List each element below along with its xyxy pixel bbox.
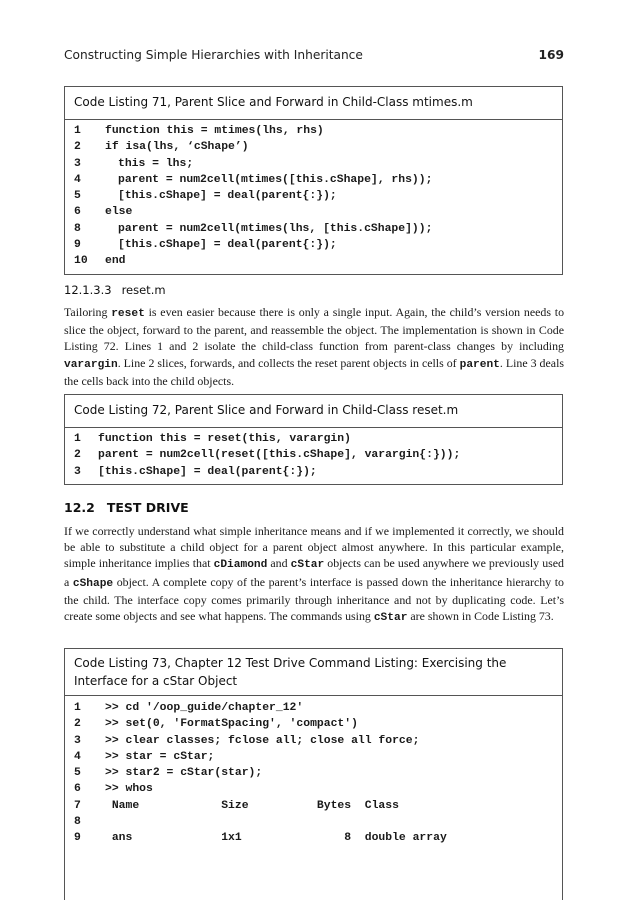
line-number: 1 <box>74 433 81 445</box>
code-text: [this.cShape] = deal(parent{:}); <box>98 465 317 478</box>
inline-code-parent: parent <box>459 358 500 371</box>
code-listing-73-title: Code Listing 73, Chapter 12 Test Drive Command Listing: Exercising the Interface for a cStar Object <box>65 649 562 696</box>
line-number: 3 <box>74 734 81 747</box>
page-number: 169 <box>538 48 564 62</box>
code-text: function this = mtimes(lhs, rhs) <box>105 125 324 137</box>
code-listing-73-body <box>65 696 562 851</box>
code-text: function this = reset(this, varargin) <box>98 433 351 445</box>
line-number: 5 <box>74 767 81 780</box>
code-line <box>65 172 562 188</box>
paragraph-reset: Tailoring reset is even easier because there is only a single input. Again, the child’s version needs to slice the object, forward to the parent, and reassemble the object. The implementation is shown in Code Listing 72. Lines 1 and 2 isolate the child-class function from parent-class changes by including varargin. Line 2 slices, forwards, and collects the reset parent objects in cells of parent. Line 3 deals the cells back into the child objects. <box>64 305 565 388</box>
running-header <box>64 48 564 62</box>
code-text: Name Size Bytes Class <box>105 799 399 812</box>
section-heading <box>64 500 189 515</box>
section-number: 12.2 <box>64 500 95 515</box>
code-line <box>65 253 562 269</box>
line-number: 2 <box>74 141 81 154</box>
code-listing-72-body <box>65 428 562 484</box>
code-line <box>65 447 562 463</box>
line-number: 7 <box>74 799 81 812</box>
line-number: 3 <box>74 465 81 478</box>
inline-code-reset: reset <box>111 308 145 320</box>
code-line <box>65 237 562 253</box>
line-number: 9 <box>74 832 81 845</box>
code-line <box>65 733 562 749</box>
section-title: TEST DRIVE <box>106 500 189 515</box>
line-number: 4 <box>74 750 81 763</box>
code-listing-71-body <box>65 120 562 274</box>
code-text: >> star = cStar; <box>105 750 215 763</box>
code-text: parent = num2cell(reset([this.cShape], varargin{:})); <box>98 449 461 462</box>
code-text: >> set(0, 'FormatSpacing', 'compact') <box>105 718 358 731</box>
inline-code-cdiamond: cDiamond <box>213 559 268 572</box>
subsection-number: 12.1.3.3 <box>64 283 112 297</box>
code-text: end <box>105 255 126 268</box>
inline-code-varargin: varargin <box>64 358 118 371</box>
code-line <box>65 781 562 797</box>
code-text: else <box>105 206 133 219</box>
line-number: 1 <box>74 125 81 137</box>
code-text: [this.cShape] = deal(parent{:}); <box>118 239 337 252</box>
code-line <box>65 716 562 732</box>
line-number: 6 <box>74 783 81 796</box>
code-text: this = lhs; <box>118 157 194 170</box>
line-number: 4 <box>74 173 81 186</box>
code-text: >> cd '/oop_guide/chapter_12' <box>105 702 304 714</box>
line-number: 9 <box>74 239 81 252</box>
code-text: ans 1x1 8 double array <box>105 832 447 845</box>
code-line <box>65 814 562 830</box>
running-header-title: Constructing Simple Hierarchies with Inheritance <box>64 48 363 62</box>
code-line <box>65 139 562 155</box>
code-line <box>65 204 562 220</box>
code-listing-73 <box>64 648 563 900</box>
code-line <box>65 830 562 846</box>
code-listing-71 <box>64 86 563 275</box>
code-text: [this.cShape] = deal(parent{:}); <box>118 190 337 203</box>
inline-code-cstar: cStar <box>373 612 408 625</box>
code-listing-72-title: Code Listing 72, Parent Slice and Forward in Child-Class reset.m <box>65 395 562 428</box>
code-line <box>65 464 562 480</box>
line-number: 5 <box>74 190 81 203</box>
code-line <box>65 798 562 814</box>
subsection-title: reset.m <box>121 283 166 297</box>
inline-code-cstar: cStar <box>290 559 325 572</box>
line-number: 1 <box>74 702 81 714</box>
code-text: if isa(lhs, ‘cShape’) <box>105 141 249 154</box>
code-line <box>65 123 562 139</box>
line-number: 2 <box>74 718 81 731</box>
code-text: >> star2 = cStar(star); <box>105 767 263 780</box>
code-listing-71-title: Code Listing 71, Parent Slice and Forward in Child-Class mtimes.m <box>65 87 562 120</box>
code-line <box>65 156 562 172</box>
line-number: 6 <box>74 206 81 219</box>
line-number: 3 <box>74 157 81 170</box>
code-line <box>65 431 562 447</box>
code-line <box>65 749 562 765</box>
line-number: 8 <box>74 816 81 829</box>
paragraph-test-drive: If we correctly understand what simple inheritance means and if we implemented it correctly, we should be able to substitute a child object for a parent object almost anywhere. In this particular example, simple inheritance implies that cDiamond and cStar objects can be used anywhere we previously used a cShape object. A complete copy of the parent’s interface is passed down the inheritance hierarchy to the child. The interface copy comes primarily through inheritance and not by duplicating code. Let’s create some objects and see what happens. The commands using cStar are shown in Code Listing 73. <box>64 524 564 625</box>
line-number: 10 <box>74 255 88 268</box>
code-line <box>65 221 562 237</box>
code-text: >> clear classes; fclose all; close all force; <box>105 734 420 747</box>
code-text: parent = num2cell(mtimes(lhs, [this.cShape])); <box>118 222 433 235</box>
code-line <box>65 700 562 716</box>
code-text: >> whos <box>105 783 153 796</box>
line-number: 2 <box>74 449 81 462</box>
code-line <box>65 188 562 204</box>
line-number: 8 <box>74 222 81 235</box>
inline-code-cshape: cShape <box>72 577 114 590</box>
subsection-heading <box>64 283 166 297</box>
code-line <box>65 765 562 781</box>
code-text: parent = num2cell(mtimes([this.cShape], rhs)); <box>118 173 433 186</box>
code-listing-72 <box>64 394 563 485</box>
